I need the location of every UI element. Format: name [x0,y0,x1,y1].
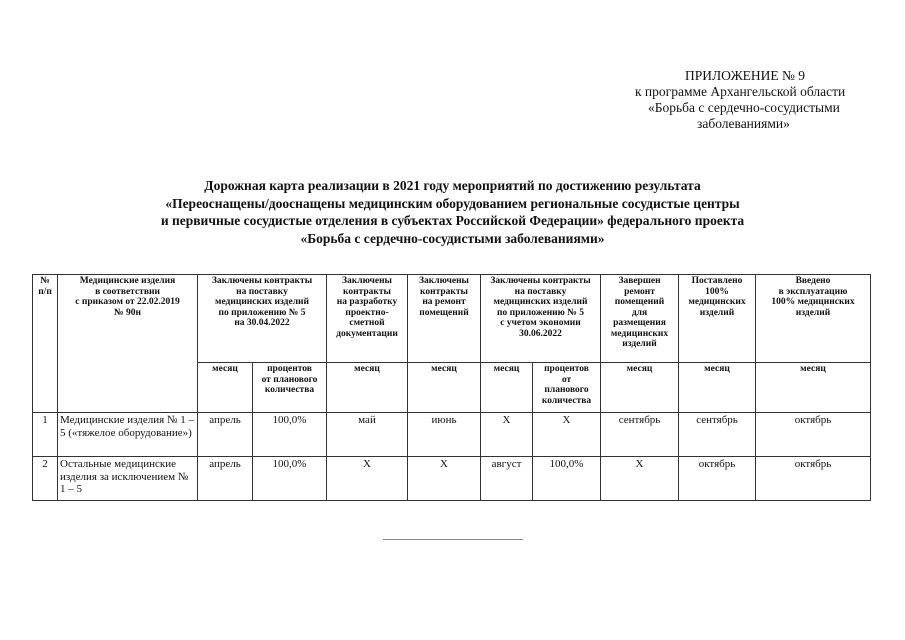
row-device-name: Остальные медицинские изделия за исключением № 1 – 5 [58,457,198,501]
title-line-2: «Переоснащены/дооснащены медицинским оборудованием региональные сосудистые центры [165,195,740,211]
header-line: Заключены контракты [490,276,591,286]
header-contracts-supply [198,275,327,363]
header-line: Заключены [342,276,392,286]
header-line: медицинских изделий [493,297,588,307]
header-contracts-design [327,275,408,363]
table-row [33,413,871,457]
header-contracts-economy [481,275,601,363]
header-line: помещений [614,297,665,307]
header-line: с учетом экономии [500,318,581,328]
header-line: по приложению № 5 [218,307,306,318]
document-title [60,177,845,247]
row-supply-percent: 100,0% [253,413,327,457]
subheader-month: месяц [601,363,679,413]
header-line: Поставлено [691,276,743,286]
header-line: по приложению № 5 [497,307,584,318]
subheader-month: месяц [198,363,253,413]
subheader-line: процентов [544,364,589,374]
row-commissioned-month: октябрь [756,457,871,501]
appendix-number: ПРИЛОЖЕНИЕ № 9 [685,68,806,83]
header-line: в эксплуатацию [778,286,848,297]
row-repair-month: Х [408,457,481,501]
header-line: 100% медицинских [771,297,855,307]
roadmap-table [32,274,871,501]
header-line: Заключены [419,276,469,286]
title-line-3: и первичные сосудистые отделения в субъектах Российской Федерации» федерального проекта [160,213,745,228]
header-line: помещений [419,307,469,318]
row-economy-percent: Х [533,413,601,457]
header-line: документации [336,328,398,339]
row-repair-done-month: Х [601,457,679,501]
row-economy-month: Х [481,413,533,457]
header-line: размещения [613,318,666,328]
header-line: Заключены контракты [211,276,313,286]
appendix-program-name-end: заболеваниями» [697,116,790,131]
header-num-line: п/п [38,286,52,297]
header-line: контракты [343,286,391,297]
subheader-month: месяц [327,363,408,413]
header-line: ремонт [624,286,655,297]
row-num: 2 [33,457,58,501]
subheader-line: процентов [267,364,312,374]
subheader-line: от планового [261,374,318,385]
row-num: 1 [33,413,58,457]
row-economy-month: август [481,457,533,501]
header-line: сметной [349,318,385,328]
row-supply-percent: 100,0% [253,457,327,501]
header-line: на разработку [336,297,398,307]
header-devices-line: № 90н [114,307,141,318]
header-contracts-repair [408,275,481,363]
subheader-month: месяц [408,363,481,413]
appendix-program: к программе Архангельской области [635,84,846,99]
row-commissioned-month: октябрь [756,413,871,457]
header-line: медицинских [688,297,746,307]
row-design-month: май [327,413,408,457]
header-line: 100% [705,286,729,297]
subheader-percent [533,363,601,413]
header-line: проектно- [345,307,389,318]
row-device-name: Медицинские изделия № 1 – 5 («тяжелое оборудование») [58,413,198,457]
subheader-line: количества [264,385,315,395]
title-line-1: Дорожная карта реализации в 2021 году мероприятий по достижению результата [204,178,701,193]
row-repair-month: июнь [408,413,481,457]
appendix-header [600,68,900,132]
header-line: для [631,307,648,318]
table-row [33,457,871,501]
header-line: изделий [699,307,735,318]
header-line: изделий [622,339,657,349]
subheader-line: от [561,374,572,385]
header-line: медицинских изделий [215,297,309,307]
header-row [33,275,871,363]
row-delivered-month: октябрь [679,457,756,501]
header-repair-done [601,275,679,363]
header-num [33,275,58,413]
appendix-program-name: «Борьба с сердечно-сосудистыми [648,100,840,115]
header-line: на поставку [514,286,567,297]
row-repair-done-month: сентябрь [601,413,679,457]
header-devices-line: в соответствии [95,286,160,297]
title-line-4: «Борьба с сердечно-сосудистыми заболеваниями» [300,230,605,246]
subheader-month: месяц [756,363,871,413]
subheader-month: месяц [481,363,533,413]
header-devices [58,275,198,413]
subheader-line: планового [544,385,589,395]
header-num-line: № [40,276,50,286]
row-economy-percent: 100,0% [533,457,601,501]
header-delivered [679,275,756,363]
header-line: 30.06.2022 [519,328,562,339]
header-line: Введено [795,276,831,286]
header-devices-line: с приказом от 22.02.2019 [75,297,180,307]
header-line: на поставку [236,286,288,297]
header-line: медицинских [610,328,669,339]
header-line: контракты [420,286,468,297]
separator-line [383,539,523,540]
header-line: Завершен [618,276,661,286]
subheader-percent [253,363,327,413]
header-commissioned [756,275,871,363]
header-devices-line: Медицинские изделия [79,276,176,286]
subheader-month: месяц [679,363,756,413]
header-line: на ремонт [422,297,466,307]
row-delivered-month: сентябрь [679,413,756,457]
header-line: на 30.04.2022 [234,318,290,328]
header-line: изделий [795,307,831,318]
row-supply-month: апрель [198,413,253,457]
subheader-line: количества [541,395,592,406]
row-design-month: Х [327,457,408,501]
row-supply-month: апрель [198,457,253,501]
